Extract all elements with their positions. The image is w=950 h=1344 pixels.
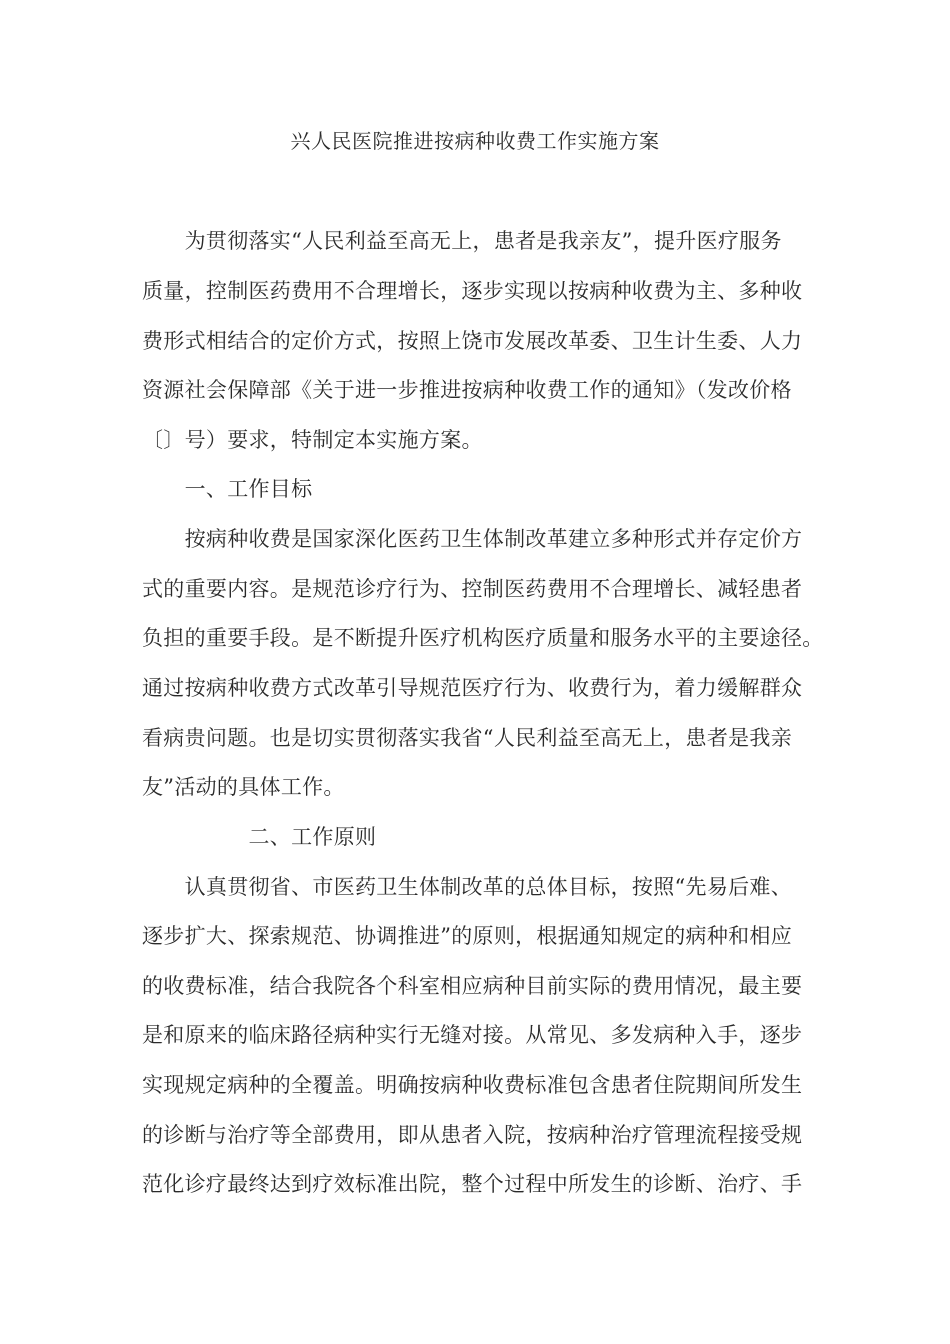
document-title: 兴人民医院推进按病种收费工作实施方案 <box>290 129 660 153</box>
section-heading: 一、工作目标 <box>142 477 313 501</box>
section-heading: 二、工作原则 <box>142 825 377 849</box>
text-line: 通过按病种收费方式改革引导规范医疗行为、收费行为，着力缓解群众 <box>142 676 803 700</box>
text-line: 负担的重要手段。是不断提升医疗机构医疗质量和服务水平的主要途径。 <box>142 626 824 650</box>
text-line: 资源社会保障部《关于进一步推进按病种收费工作的通知》（发改价格 <box>142 378 792 402</box>
text-line: 费形式相结合的定价方式，按照上饶市发展改革委、卫生计生委、人力 <box>142 329 803 353</box>
text-line: 的诊断与治疗等全部费用，即从患者入院，按病种治疗管理流程接受规 <box>142 1123 803 1147</box>
text-line: 式的重要内容。是规范诊疗行为、控制医药费用不合理增长、减轻患者 <box>142 577 803 601</box>
text-line: 看病贵问题。也是切实贯彻落实我省“人民利益至高无上，患者是我亲 <box>142 726 793 750</box>
text-line: 逐步扩大、探索规范、协调推进”的原则，根据通知规定的病种和相应 <box>142 924 793 948</box>
text-line: 友”活动的具体工作。 <box>142 775 345 799</box>
text-line: 是和原来的临床路径病种实行无缝对接。从常见、多发病种入手，逐步 <box>142 1023 803 1047</box>
text-line: 按病种收费是国家深化医药卫生体制改革建立多种形式并存定价方 <box>142 527 803 551</box>
text-line: 实现规定病种的全覆盖。明确按病种收费标准包含患者住院期间所发生 <box>142 1073 803 1097</box>
text-line: 质量，控制医药费用不合理增长，逐步实现以按病种收费为主、多种收 <box>142 279 803 303</box>
text-line: 的收费标准，结合我院各个科室相应病种目前实际的费用情况，最主要 <box>142 974 803 998</box>
text-line: 范化诊疗最终达到疗效标准出院，整个过程中所发生的诊断、治疗、手 <box>142 1172 803 1196</box>
text-line: 认真贯彻省、市医药卫生体制改革的总体目标，按照“先易后难、 <box>142 875 793 899</box>
text-line: 〔〕号）要求，特制定本实施方案。 <box>142 428 483 452</box>
text-line: 为贯彻落实“人民利益至高无上，患者是我亲友”，提升医疗服务 <box>142 229 782 253</box>
